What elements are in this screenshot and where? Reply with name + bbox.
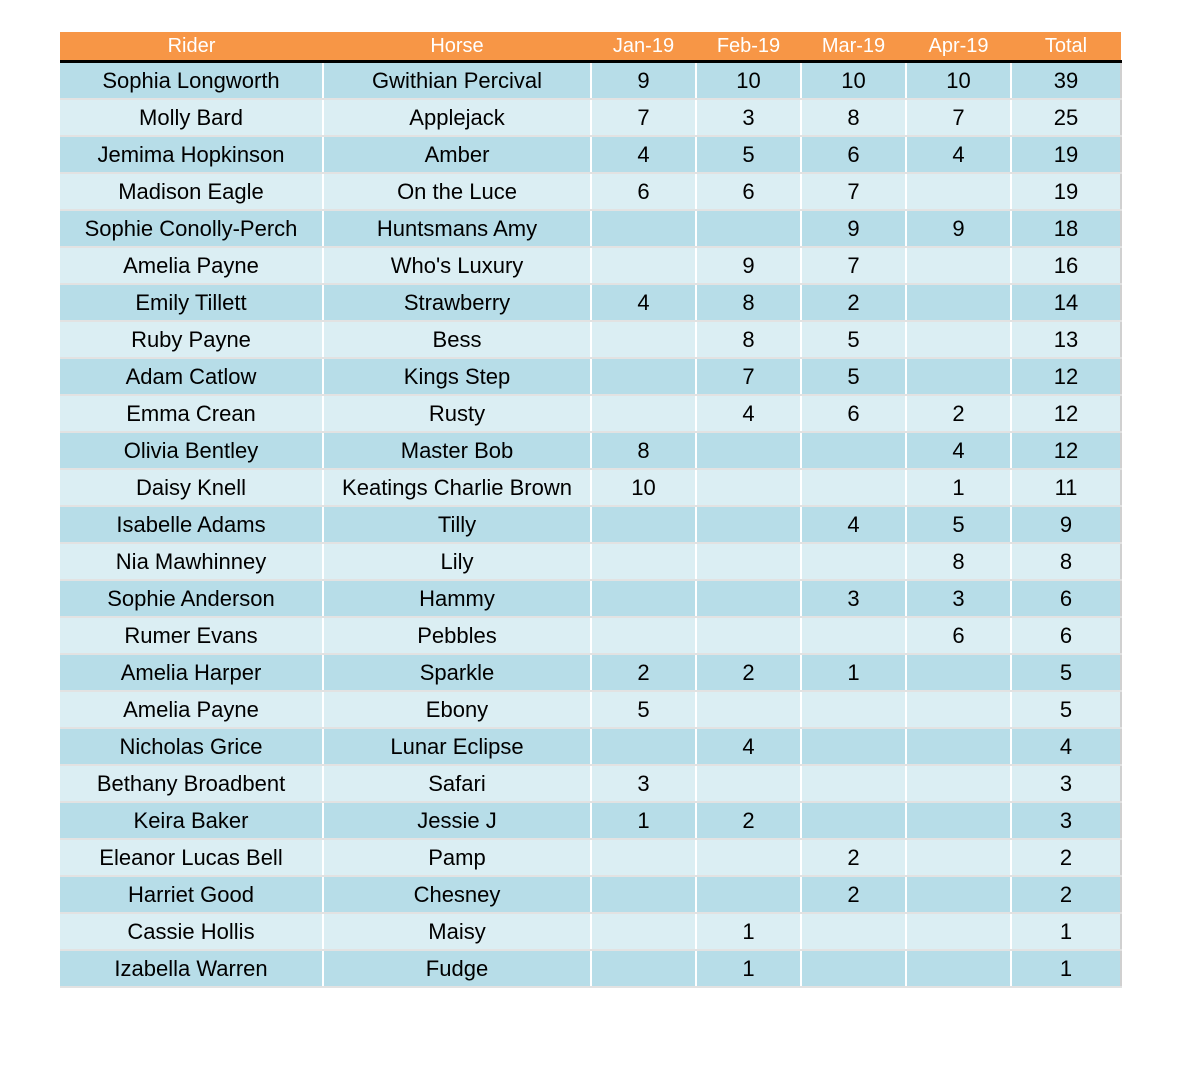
jan-cell [591,247,696,284]
horse-cell: Tilly [323,506,591,543]
total-cell: 11 [1011,469,1121,506]
jan-cell [591,395,696,432]
horse-cell: Hammy [323,580,591,617]
total-cell: 19 [1011,136,1121,173]
jan-cell [591,839,696,876]
rider-cell: Adam Catlow [60,358,323,395]
rider-cell: Isabelle Adams [60,506,323,543]
table-row [60,654,1121,691]
mar-cell [801,469,906,506]
jan-cell [591,728,696,765]
horse-cell: Keatings Charlie Brown [323,469,591,506]
apr-cell: 9 [906,210,1011,247]
feb-cell [696,580,801,617]
mar-cell: 5 [801,358,906,395]
mar-cell: 4 [801,506,906,543]
horse-cell: Fudge [323,950,591,987]
mar-cell: 9 [801,210,906,247]
horse-cell: Applejack [323,99,591,136]
feb-cell: 7 [696,358,801,395]
total-cell: 16 [1011,247,1121,284]
table-row [60,358,1121,395]
table-row [60,802,1121,839]
jan-cell [591,580,696,617]
table-row [60,284,1121,321]
feb-cell: 1 [696,913,801,950]
mar-cell: 8 [801,99,906,136]
rider-cell: Nia Mawhinney [60,543,323,580]
total-cell: 25 [1011,99,1121,136]
apr-cell [906,913,1011,950]
table-row [60,876,1121,913]
apr-cell [906,358,1011,395]
jan-cell: 10 [591,469,696,506]
rider-cell: Daisy Knell [60,469,323,506]
feb-cell: 9 [696,247,801,284]
apr-cell: 5 [906,506,1011,543]
jan-cell: 4 [591,284,696,321]
feb-cell: 4 [696,728,801,765]
apr-cell [906,802,1011,839]
total-cell: 1 [1011,913,1121,950]
total-cell: 6 [1011,580,1121,617]
apr-cell: 10 [906,62,1011,100]
mar-cell: 2 [801,839,906,876]
mar-cell [801,432,906,469]
total-cell: 13 [1011,321,1121,358]
jan-cell [591,950,696,987]
jan-cell: 5 [591,691,696,728]
horse-cell: Gwithian Percival [323,62,591,100]
jan-cell [591,358,696,395]
apr-cell: 1 [906,469,1011,506]
header-rider: Rider [60,32,323,62]
horse-cell: Sparkle [323,654,591,691]
feb-cell [696,839,801,876]
mar-cell: 10 [801,62,906,100]
rider-cell: Madison Eagle [60,173,323,210]
total-cell: 6 [1011,617,1121,654]
horse-cell: Amber [323,136,591,173]
apr-cell [906,839,1011,876]
jan-cell: 6 [591,173,696,210]
feb-cell: 6 [696,173,801,210]
mar-cell: 7 [801,173,906,210]
mar-cell: 2 [801,876,906,913]
table-row [60,950,1121,987]
feb-cell [696,876,801,913]
league-table [60,32,1122,988]
jan-cell [591,617,696,654]
feb-cell: 4 [696,395,801,432]
horse-cell: On the Luce [323,173,591,210]
horse-cell: Chesney [323,876,591,913]
apr-cell [906,691,1011,728]
mar-cell: 6 [801,395,906,432]
horse-cell: Kings Step [323,358,591,395]
rider-cell: Olivia Bentley [60,432,323,469]
table-row [60,543,1121,580]
horse-cell: Lily [323,543,591,580]
horse-cell: Pebbles [323,617,591,654]
horse-cell: Safari [323,765,591,802]
header-jan: Jan-19 [591,32,696,62]
mar-cell [801,802,906,839]
mar-cell [801,617,906,654]
jan-cell: 8 [591,432,696,469]
table-row [60,395,1121,432]
total-cell: 5 [1011,691,1121,728]
rider-cell: Molly Bard [60,99,323,136]
total-cell: 3 [1011,765,1121,802]
jan-cell [591,506,696,543]
table-row [60,136,1121,173]
total-cell: 12 [1011,432,1121,469]
horse-cell: Pamp [323,839,591,876]
table-row [60,580,1121,617]
apr-cell [906,247,1011,284]
mar-cell: 7 [801,247,906,284]
mar-cell [801,691,906,728]
total-cell: 5 [1011,654,1121,691]
rider-cell: Ruby Payne [60,321,323,358]
mar-cell [801,543,906,580]
apr-cell [906,654,1011,691]
horse-cell: Master Bob [323,432,591,469]
feb-cell: 3 [696,99,801,136]
rider-cell: Sophia Longworth [60,62,323,100]
jan-cell [591,543,696,580]
apr-cell [906,173,1011,210]
feb-cell [696,543,801,580]
horse-cell: Ebony [323,691,591,728]
feb-cell: 5 [696,136,801,173]
feb-cell: 10 [696,62,801,100]
jan-cell [591,321,696,358]
table-row [60,99,1121,136]
rider-cell: Harriet Good [60,876,323,913]
horse-cell: Rusty [323,395,591,432]
rider-cell: Amelia Harper [60,654,323,691]
apr-cell [906,950,1011,987]
rider-cell: Cassie Hollis [60,913,323,950]
rider-cell: Sophie Conolly-Perch [60,210,323,247]
total-cell: 9 [1011,506,1121,543]
mar-cell: 6 [801,136,906,173]
total-cell: 2 [1011,876,1121,913]
jan-cell: 9 [591,62,696,100]
header-apr: Apr-19 [906,32,1011,62]
table-row [60,617,1121,654]
horse-cell: Jessie J [323,802,591,839]
table-row [60,839,1121,876]
table-row [60,469,1121,506]
table-row [60,432,1121,469]
apr-cell [906,728,1011,765]
rider-cell: Emily Tillett [60,284,323,321]
apr-cell: 4 [906,432,1011,469]
rider-cell: Rumer Evans [60,617,323,654]
rider-cell: Izabella Warren [60,950,323,987]
apr-cell: 3 [906,580,1011,617]
apr-cell: 8 [906,543,1011,580]
total-cell: 14 [1011,284,1121,321]
feb-cell [696,469,801,506]
table-header [60,32,1121,62]
table-body [60,62,1121,988]
rider-cell: Bethany Broadbent [60,765,323,802]
feb-cell: 1 [696,950,801,987]
table-row [60,913,1121,950]
jan-cell: 2 [591,654,696,691]
mar-cell [801,913,906,950]
rider-cell: Emma Crean [60,395,323,432]
total-cell: 1 [1011,950,1121,987]
rider-cell: Nicholas Grice [60,728,323,765]
rider-cell: Keira Baker [60,802,323,839]
feb-cell: 8 [696,321,801,358]
header-mar: Mar-19 [801,32,906,62]
feb-cell: 8 [696,284,801,321]
jan-cell [591,210,696,247]
mar-cell: 3 [801,580,906,617]
apr-cell: 6 [906,617,1011,654]
feb-cell [696,210,801,247]
total-cell: 3 [1011,802,1121,839]
apr-cell [906,321,1011,358]
horse-cell: Bess [323,321,591,358]
mar-cell: 1 [801,654,906,691]
header-feb: Feb-19 [696,32,801,62]
mar-cell [801,950,906,987]
table-row [60,506,1121,543]
horse-cell: Strawberry [323,284,591,321]
jan-cell: 4 [591,136,696,173]
horse-cell: Huntsmans Amy [323,210,591,247]
jan-cell: 7 [591,99,696,136]
rider-cell: Eleanor Lucas Bell [60,839,323,876]
horse-cell: Maisy [323,913,591,950]
mar-cell: 5 [801,321,906,358]
apr-cell: 7 [906,99,1011,136]
horse-cell: Lunar Eclipse [323,728,591,765]
jan-cell [591,876,696,913]
feb-cell [696,506,801,543]
total-cell: 2 [1011,839,1121,876]
table-row [60,62,1121,100]
apr-cell: 4 [906,136,1011,173]
rider-cell: Amelia Payne [60,247,323,284]
apr-cell [906,876,1011,913]
total-cell: 4 [1011,728,1121,765]
rider-cell: Sophie Anderson [60,580,323,617]
table-row [60,247,1121,284]
table-row [60,691,1121,728]
total-cell: 12 [1011,395,1121,432]
feb-cell: 2 [696,802,801,839]
feb-cell [696,432,801,469]
table-row [60,321,1121,358]
jan-cell [591,913,696,950]
apr-cell: 2 [906,395,1011,432]
header-horse: Horse [323,32,591,62]
jan-cell: 3 [591,765,696,802]
feb-cell: 2 [696,654,801,691]
total-cell: 12 [1011,358,1121,395]
rider-cell: Jemima Hopkinson [60,136,323,173]
horse-cell: Who's Luxury [323,247,591,284]
header-row [60,32,1121,62]
table-row [60,728,1121,765]
mar-cell: 2 [801,284,906,321]
feb-cell [696,765,801,802]
feb-cell [696,617,801,654]
total-cell: 19 [1011,173,1121,210]
jan-cell: 1 [591,802,696,839]
feb-cell [696,691,801,728]
total-cell: 39 [1011,62,1121,100]
table-row [60,765,1121,802]
rider-cell: Amelia Payne [60,691,323,728]
header-total: Total [1011,32,1121,62]
table-row [60,173,1121,210]
mar-cell [801,728,906,765]
apr-cell [906,765,1011,802]
mar-cell [801,765,906,802]
total-cell: 18 [1011,210,1121,247]
table-row [60,210,1121,247]
total-cell: 8 [1011,543,1121,580]
apr-cell [906,284,1011,321]
